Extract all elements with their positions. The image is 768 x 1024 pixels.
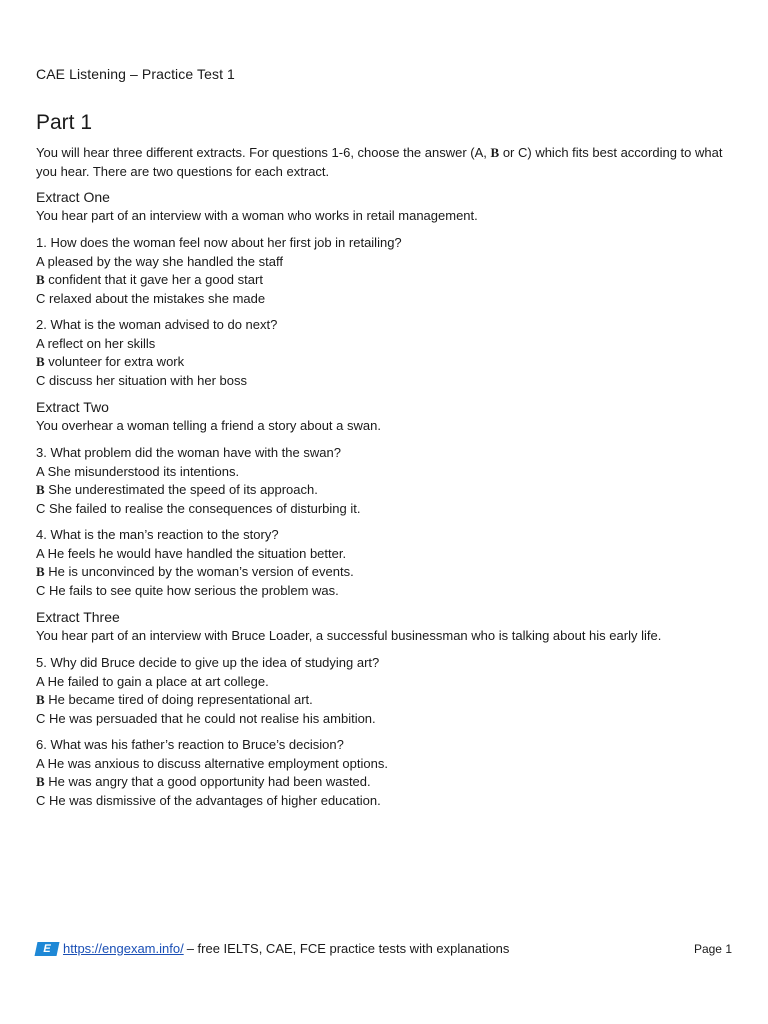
option-b (36, 773, 736, 792)
option-letter: B (36, 482, 45, 497)
extract-description: You overhear a woman telling a friend a story about a swan. (36, 418, 381, 433)
question-1 (36, 234, 736, 308)
option-b (36, 691, 736, 710)
option-text: He fails to see quite how serious the problem was. (49, 582, 339, 598)
option-letter: C (36, 290, 46, 306)
option-b (36, 271, 736, 290)
option-letter: B (36, 692, 45, 707)
question-text: 3. What problem did the woman have with the swan? (36, 445, 341, 460)
extract-two (36, 398, 736, 600)
option-letter: B (36, 354, 45, 369)
option-b (36, 353, 736, 372)
page-footer (36, 941, 732, 956)
extract-one (36, 188, 736, 390)
extracts-list (36, 188, 736, 818)
extract-title: Extract Two (36, 399, 109, 415)
option-a (36, 673, 736, 692)
option-text: reflect on her skills (47, 335, 156, 351)
instructions (36, 143, 736, 181)
option-letter: B (36, 774, 45, 789)
question-2 (36, 316, 736, 390)
option-text: She misunderstood its intentions. (47, 463, 240, 479)
question-text: 4. What is the man’s reaction to the story? (36, 527, 279, 542)
engexam-link[interactable]: https://engexam.info/ (63, 941, 184, 956)
option-letter: A (36, 335, 44, 351)
option-c (36, 500, 736, 519)
option-c (36, 372, 736, 391)
option-letter: C (36, 500, 46, 516)
option-letter: C (36, 792, 46, 808)
option-text: He was persuaded that he could not realise his ambition. (49, 710, 376, 726)
option-text: He failed to gain a place at art college. (47, 673, 269, 689)
engexam-logo-icon: E (35, 942, 60, 956)
page-number: Page 1 (693, 941, 732, 956)
part-title: Part 1 (36, 111, 93, 134)
question-text: 2. What is the woman advised to do next? (36, 317, 278, 332)
question-3 (36, 444, 736, 518)
extract-description: You hear part of an interview with Bruce Loader, a successful businessman who is talking about his early life. (36, 628, 662, 643)
option-text: She underestimated the speed of its approach. (48, 482, 318, 497)
option-letter: A (36, 673, 44, 689)
question-5 (36, 654, 736, 728)
option-letter: A (36, 253, 44, 269)
option-text: He became tired of doing representational art. (48, 692, 313, 707)
option-letter: B (36, 272, 45, 287)
question-text: 6. What was his father’s reaction to Bruce’s decision? (36, 737, 344, 752)
option-text: discuss her situation with her boss (49, 372, 247, 388)
option-text: pleased by the way she handled the staff (47, 253, 283, 269)
question-text: 5. Why did Bruce decide to give up the idea of studying art? (36, 655, 380, 670)
option-letter: A (36, 463, 44, 479)
option-text: She failed to realise the consequences of disturbing it. (49, 500, 361, 516)
option-text: He was anxious to discuss alternative employment options. (47, 755, 388, 771)
option-text: relaxed about the mistakes she made (49, 290, 266, 306)
question-6 (36, 736, 736, 810)
option-c (36, 792, 736, 811)
option-letter: B (36, 564, 45, 579)
option-letter: C (36, 372, 46, 388)
extract-three (36, 608, 736, 810)
option-a (36, 335, 736, 354)
option-letter: A (36, 545, 44, 561)
option-text: He feels he would have handled the situation better. (47, 545, 347, 561)
option-text: volunteer for extra work (48, 354, 185, 369)
option-a (36, 545, 736, 564)
option-a (36, 755, 736, 774)
option-letter: A (36, 755, 44, 771)
option-text: He was angry that a good opportunity had been wasted. (48, 774, 371, 789)
extract-title: Extract One (36, 189, 110, 205)
document-header: CAE Listening – Practice Test 1 (36, 66, 235, 82)
option-c (36, 290, 736, 309)
extract-title: Extract Three (36, 609, 120, 625)
option-letter: C (36, 710, 46, 726)
question-4 (36, 526, 736, 600)
extract-description: You hear part of an interview with a woman who works in retail management. (36, 208, 478, 223)
instructions-bold-b: B (490, 145, 500, 160)
option-letter: C (36, 582, 46, 598)
option-b (36, 481, 736, 500)
option-b (36, 563, 736, 582)
option-a (36, 253, 736, 272)
instructions-text-end: or C) which fits best according to what you hear. There are two questions for each extract. (36, 145, 723, 179)
option-text: He is unconvinced by the woman’s version of events. (48, 564, 354, 579)
footer-description: – free IELTS, CAE, FCE practice tests with explanations (186, 941, 510, 956)
option-text: He was dismissive of the advantages of higher education. (49, 792, 381, 808)
option-c (36, 710, 736, 729)
option-text: confident that it gave her a good start (48, 272, 263, 287)
question-text: 1. How does the woman feel now about her first job in retailing? (36, 235, 402, 250)
option-a (36, 463, 736, 482)
instructions-text-start: You will hear three different extracts. For questions 1-6, choose the answer (A, (36, 145, 491, 160)
option-c (36, 582, 736, 601)
